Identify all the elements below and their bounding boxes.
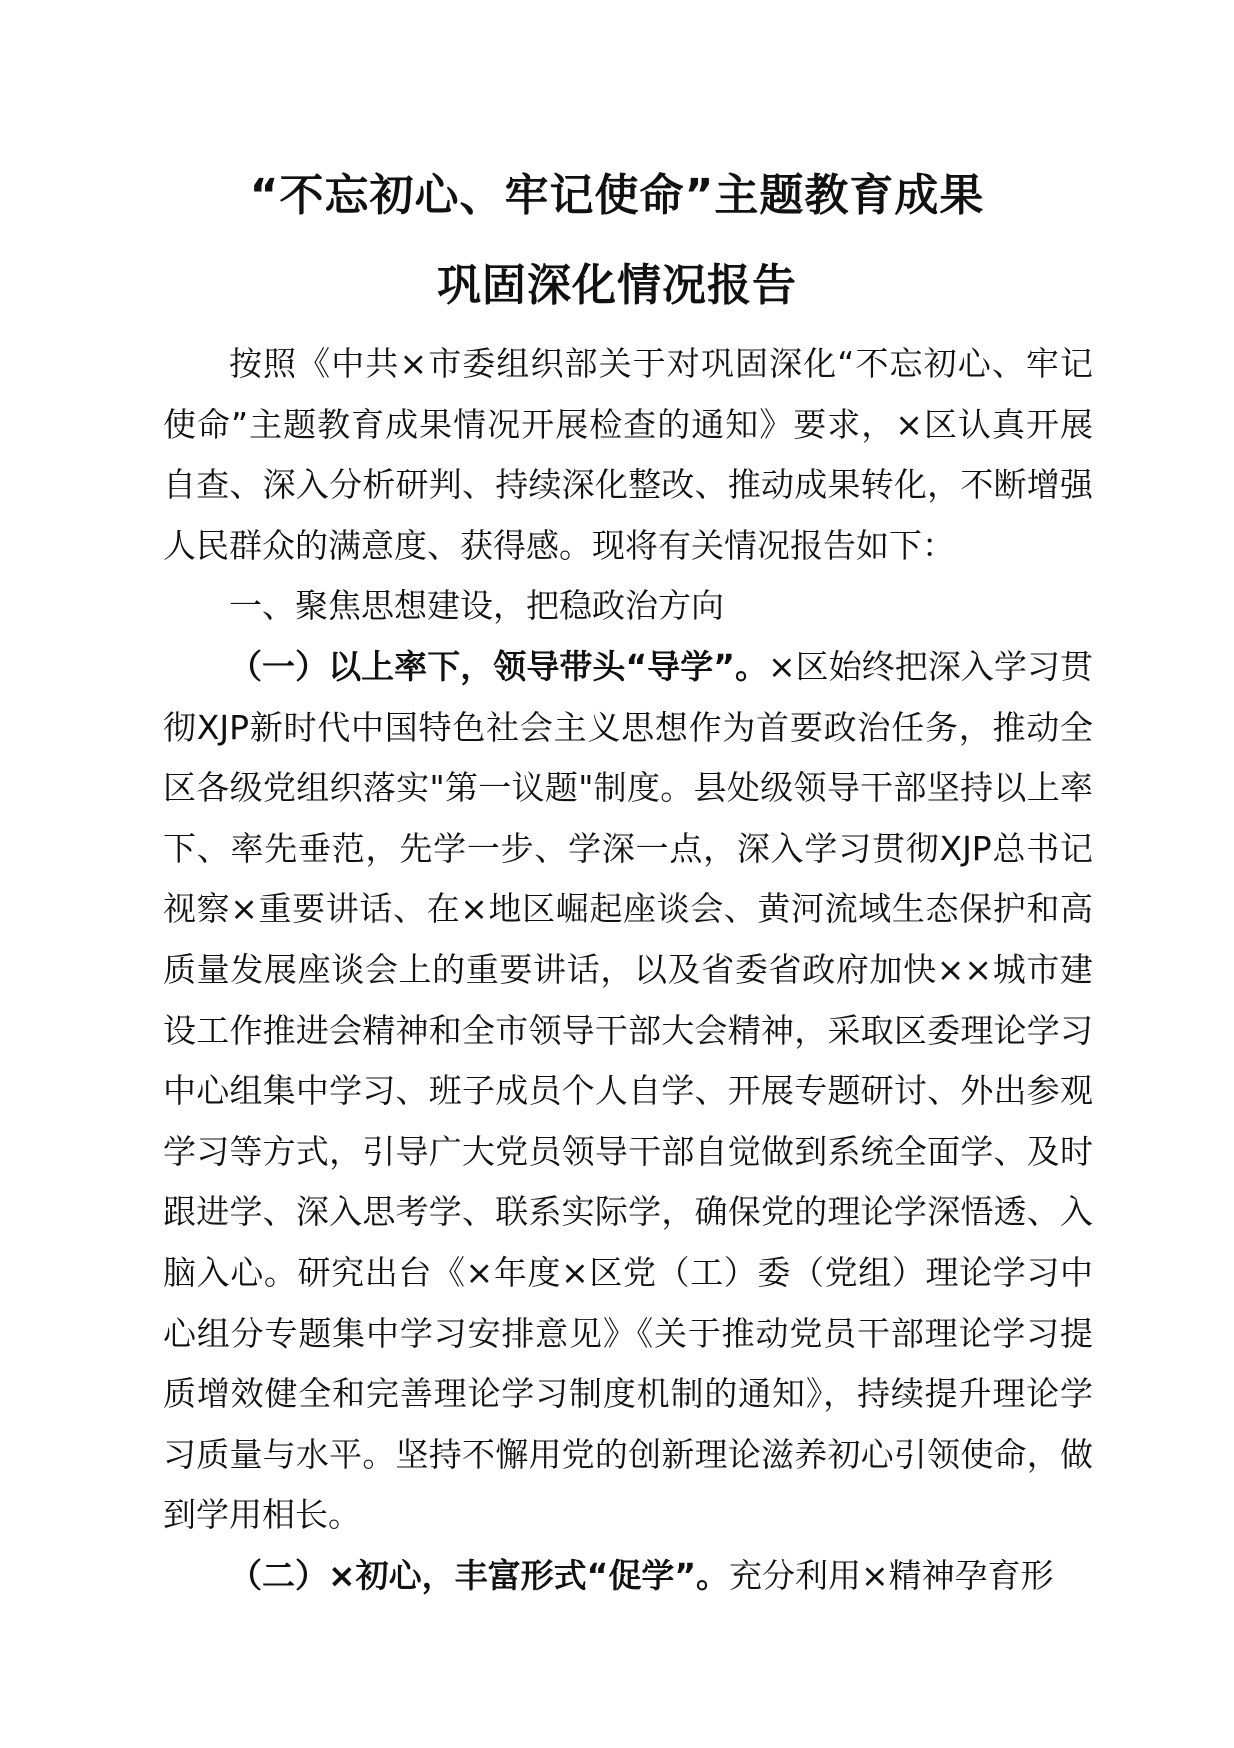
item-1-lead: （一）以上率下，领导带头“导学”。 bbox=[229, 646, 768, 686]
document-body bbox=[163, 334, 1093, 1606]
document-title-line-2: 巩固深化情况报告 bbox=[437, 260, 797, 311]
document-title-line-1: “不忘初心、牢记使命”主题教育成果 bbox=[249, 170, 985, 221]
section-heading-1: 一、聚焦思想建设，把稳政治方向 bbox=[229, 586, 724, 626]
item-1-text: ×区始终把深入学习贯彻XJP新时代中国特色社会主义思想作为首要政治任务，推动全区各级党组织落实"第一议题"制度。县处级领导干部坚持以上率下、率先垂范，先学一步、学深一点，深入学习贯彻XJP总书记视察×重要讲话、在×地区崛起座谈会、黄河流域生态保护和高质量发展座谈会上的重要讲话，以及省委省政府加快××城市建设工作推进会精神和全市领导干部大会精神，采取区委理论学习中心组集中学习、班子成员个人自学、开展专题研讨、外出参观学习等方式，引导广大党员领导干部自觉做到系统全面学、及时跟进学、深入思考学、联系实际学，确保党的理论学深悟透、入脑入心。研究出台《×年度×区党（工）委（党组）理论学习中心组分专题集中学习安排意见》《关于推动党员干部理论学习提质增效健全和完善理论学习制度机制的通知》，持续提升理论学习质量与水平。坚持不懈用党的创新理论滋养初心引领使命，做到学用相长。 bbox=[163, 646, 1093, 1535]
item-2-text: 充分利用×精神孕育形 bbox=[729, 1555, 1054, 1595]
item-1-paragraph bbox=[163, 637, 1093, 1546]
item-2-paragraph bbox=[163, 1546, 1093, 1607]
item-2-lead: （二）×初心，丰富形式“促学”。 bbox=[229, 1555, 730, 1595]
intro-paragraph: 按照《中共×市委组织部关于对巩固深化“不忘初心、牢记使命”主题教育成果情况开展检查的通知》要求，×区认真开展自查、深入分析研判、持续深化整改、推动成果转化，不断增强人民群众的满意度、获得感。现将有关情况报告如下： bbox=[163, 344, 1093, 565]
